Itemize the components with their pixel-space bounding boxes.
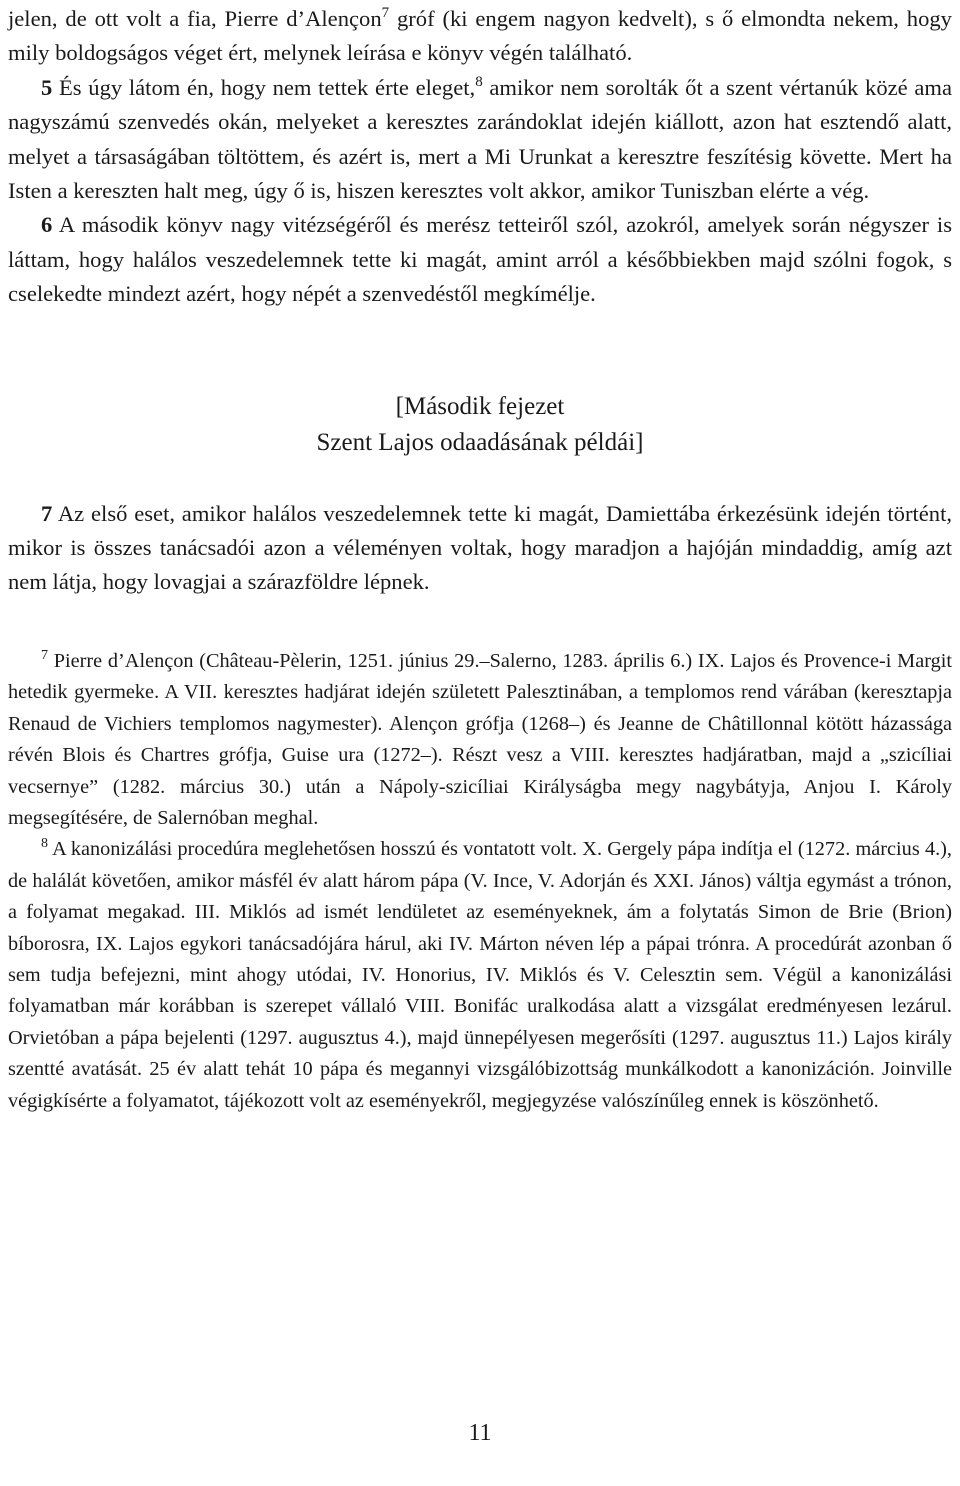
paragraph-number: 6 bbox=[41, 212, 53, 238]
paragraph-text: gróf (ki engem nagyon kedvelt), s ő elmondta nekem, hogy mily boldogságos véget ért, melynek leírása e könyv végén található. bbox=[8, 6, 952, 66]
footnote-8 bbox=[8, 834, 952, 1117]
footnotes bbox=[8, 646, 952, 1117]
footnote-mark: 7 bbox=[41, 647, 48, 663]
paragraph-number: 5 bbox=[41, 74, 53, 100]
paragraph-7 bbox=[8, 497, 952, 600]
main-text bbox=[8, 2, 952, 600]
footnote-7 bbox=[8, 646, 952, 834]
paragraph-text: jelen, de ott volt a fia, Pierre d’Alençon bbox=[8, 6, 382, 31]
chapter-heading-line: Szent Lajos odaadásának példái] bbox=[316, 428, 644, 456]
paragraph-text: amikor nem sorolták őt a szent vértanúk közé ama nagyszámú szenvedés okán, melyeket a keresztes zarándoklat idején kiállott, azon hat esztendő alatt, melyet a társaságában töltöttem, és azért is, mert a Mi Urunkat a keresztre feszítésig követte. Mert ha Isten a kereszten halt meg, úgy ő is, hiszen keresztes volt akkor, amikor Tuniszban elérte a vég. bbox=[8, 74, 953, 204]
paragraph-5 bbox=[8, 71, 952, 209]
paragraph-text: Az első eset, amikor halálos veszedelemnek tette ki magát, Damiettába érkezésünk idején történt, mikor is összes tanácsadói azon a véleményen voltak, hogy maradjon a hajóján mindaddig, amíg azt nem látja, hogy lovagjai a szárazföldre lépnek. bbox=[8, 500, 952, 595]
footnote-reference: 7 bbox=[381, 5, 390, 21]
footnote-text: A kanonizálási procedúra meglehetősen hosszú és vontatott volt. X. Gergely pápa indítja el (1272. március 4.), de halálát követően, amikor másfél év alatt három pápa (V. Ince, V. Adorján és XXI. János) váltja egymást a trónon, a folyamat megakad. III. Miklós ad ismét lendületet az eseményeknek, ám a folytatás Simon de Brie (Brion) bíborosra, IX. Lajos egykori tanácsadójára hárul, aki IV. Márton néven lép a pápai trónra. A procedúrát azonban ő sem tudja befejezni, mint ahogy utódai, IV. Honorius, IV. Miklós és V. Celesztin sem. Végül a kanonizálási folyamatban már korábban is szerepet vállaló VIII. Bonifác uralkodása alatt a vizsgálat eredményesen lezárul. Orvietóban a pápa bejelenti (1297. augusztus 4.), majd ünnepélyesen megerősíti (1297. augusztus 11.) Lajos király szentté avatását. 25 év alatt tehát 10 pápa és megannyi vizsgálóbizottság munkálkodott a kanonizáción. Joinville végigkísérte a folyamatot, tájékozott volt az eseményekről, megjegyzése valószínűleg ennek is köszönhető. bbox=[8, 838, 952, 1112]
chapter-heading-line: [Második fejezet bbox=[395, 392, 565, 420]
paragraph-continued bbox=[8, 2, 952, 71]
footnote-reference: 8 bbox=[475, 73, 483, 90]
footnote-mark: 8 bbox=[41, 836, 48, 852]
footnote-text: Pierre d’Alençon (Château-Pèlerin, 1251. június 29.–Salerno, 1283. április 6.) IX. Lajos és Provence-i Margit hetedik gyermeke. A VII. keresztes hadjárat idején született Palesztinában, a templomos rend várában (keresztapja Renaud de Vichiers templomos nagymester). Alençon grófja (1268–) és Jeanne de Châtillonnal kötött házassága révén Blois és Chartres grófja, Guise ura (1272–). Részt vesz a VIII. keresztes hadjáratban, majd a „szicíliai vecsernye” (1282. március 30.) után a Nápoly-szicíliai Királyságba megy nagybátyja, Anjou I. Károly megsegítésére, de Salernóban meghal. bbox=[8, 649, 952, 829]
chapter-heading bbox=[8, 389, 952, 461]
page-number: 11 bbox=[468, 1420, 492, 1446]
paragraph-text: És úgy látom én, hogy nem tettek érte eleget, bbox=[52, 74, 476, 100]
paragraph-6 bbox=[8, 208, 952, 311]
paragraph-text: A második könyv nagy vitézségéről és merész tetteiről szól, azokról, amelyek során négyszer is láttam, hogy halálos veszedelemnek tette ki magát, amint arról a későbbiekben majd szólni fogok, s cselekedte mindezt azért, hogy népét a szenvedéstől megkímélje. bbox=[8, 212, 952, 307]
paragraph-number: 7 bbox=[41, 500, 53, 526]
book-page bbox=[8, 2, 952, 1117]
